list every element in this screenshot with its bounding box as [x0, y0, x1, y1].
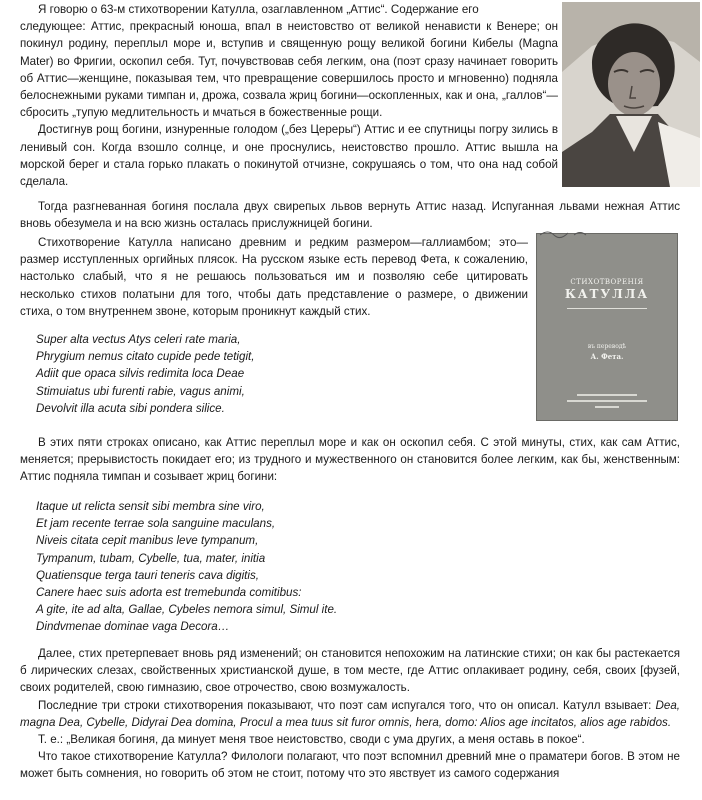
paragraph-verse-change: В этих пяти строках описано, как Аттис переплыл море и как он оскопил себя. С этой минуты, стих, как сам Аттис, меняется; прерывистость покидает его; из трудного и мужественного он становится более легким, как бы, женственным: Аттис подняла тимпан и созывает жриц богини:: [20, 436, 680, 484]
paragraph-translation: Т. е.: „Великая богиня, да минует меня твое неистовство, своди с ума других, а меня оставь в покое“.: [38, 733, 585, 747]
invocation-latin: Dea, magna Dea, Cybelle, Didyrai Dea domina, Procul a mea tuus sit furor omnis, hera, domo: Alios age incitatos, alios age rabidos.: [20, 698, 680, 729]
cover-imprint-mark: [567, 400, 647, 402]
cover-translator-label: въ переводѣ: [587, 343, 627, 350]
paragraph-intro: следующее: Аттис, прекрасный юноша, впал в неистовство от великой ненависти к Венере; он покинул родину, переплыл море и, вступив и священную рощу великой богини Кибелы (Magna Mater) во Фригии, оскопил себя. Тут, почувствовав себя легким, она (поэт сразу начинает говорить об Аттис—женщине, показывая тем, что превращение совершилось просто и мгновенно) подняла белоснежными руками тимпан и, дрожа, созвала жриц богини—оскопленных, как и она, „галлов“—сбросить „тупую медлительность и мчаться в божественные рощи.: [20, 20, 558, 120]
text-block-final: [20, 645, 680, 783]
poem-line: Canere haec suis adorta est tremebunda comitibus:: [36, 586, 302, 600]
text-block-meter: [20, 234, 528, 320]
paragraph-lyrical: Далее, стих претерпевает вновь ряд изменений; он становится непохожим на латинские стихи; он как бы растекается б лирических слезах, свойственных христианской душе, в том месте, где Аттис оплакивает родину, себя, своих [фузей, своих родителей, свою гимназию, свое отрочество, свою возмужалость.: [20, 647, 680, 695]
book-cover-image: [530, 227, 700, 425]
poem-line: Super alta vectus Atys celeri rate maria,: [36, 333, 241, 346]
paragraph-meter: Стихотворение Катулла написано древним и редким размером—галлиамбом; это— размер исступленных оргийных плясок. На русском языке есть перевод Фета, к сожалению, настолько слабый, что я не решаюсь пользоваться им и позволяю себе цитировать несколько стихов полатыни для того, чтобы дать представление о размере, о движении стиха, о том внутреннем звоне, которым проникнут каждый стих.: [20, 236, 528, 318]
latin-poem-1: [36, 331, 254, 417]
portrait-image-icon: [562, 2, 700, 187]
paragraph-philologists: Что такое стихотворение Катулла? Филологи полагают, что поэт вспомнил древний мне о праматери богов. В этом не может быть сомнения, но говорить об этом не стоит, потому что это явствует из самого содержания: [20, 750, 680, 781]
poem-line: Adiit que opaca silvis redimita loca Deae: [36, 367, 245, 381]
text-block-top: [20, 1, 558, 190]
text-block-lions: [20, 198, 680, 232]
invocation-text: Последние три строки стихотворения показывают, что поэт сам испугался того, что он описал. Катулл взывает:: [38, 698, 656, 712]
latin-poem-2: [36, 498, 337, 636]
paragraph-intro-first-line: Я говорю о 63-м стихотворении Катулла, озаглавленном „Аттис“. Содержание его: [38, 3, 479, 16]
cover-title: КАТУЛЛА: [564, 287, 650, 301]
poem-line: Tympanum, tubam, Cybelle, tua, mater, initia: [36, 551, 266, 565]
cover-title-small: СТИХОТВОРЕНІЯ: [570, 278, 644, 286]
poem-line: Niveis citata cepit manibus leve tympanum,: [36, 534, 259, 548]
poem-line: Itaque ut relicta sensit sibi membra sine viro,: [36, 500, 265, 513]
cover-translator-name: А. Фета.: [590, 352, 624, 361]
poem-line: Dindvmenae dominae vaga Decora…: [36, 620, 230, 634]
cover-imprint-mark: [595, 406, 619, 408]
portrait-photo: [562, 2, 700, 187]
poem-line: A gite, ite ad alta, Gallae, Cybeles nemora simul, Simul ite.: [36, 603, 338, 617]
cover-imprint-mark: [577, 394, 637, 396]
book-cover: [536, 233, 678, 421]
cover-divider: [567, 308, 647, 309]
poem-line: Phrygium nemus citato cupide pede tetigit,: [36, 350, 255, 364]
paragraph-sleep: Достигнув рощ богини, изнуренные голодом („без Цереры“) Аттис и ее спутницы погру зились в ленивый сон. Когда взошло солнце, и оне проснулись, неистовство прошло. Аттис вышла на морской берег и стала горько плакать о покинутой отчизне, сокрушаясь о том, что она над собой сделала.: [20, 123, 558, 189]
poem-line: Devolvit illa acuta sibi pondera silice.: [36, 401, 225, 415]
paragraph-invocation: [20, 697, 680, 731]
text-block-change: [20, 434, 680, 486]
poem-line: Et jam recente terrae sola sanguine maculans,: [36, 517, 276, 531]
paragraph-lions: Тогда разгневанная богиня послала двух свирепых львов вернуть Аттис назад. Испуганная львами нежная Аттис вновь обезумела и на всю жизнь осталась прислужницей богини.: [20, 200, 680, 231]
poem-line: Stimuiatus ubi furenti rabie, vagus animi,: [36, 384, 245, 398]
poem-line: Quatiensque terga tauri teneris cava digitis,: [36, 568, 259, 582]
